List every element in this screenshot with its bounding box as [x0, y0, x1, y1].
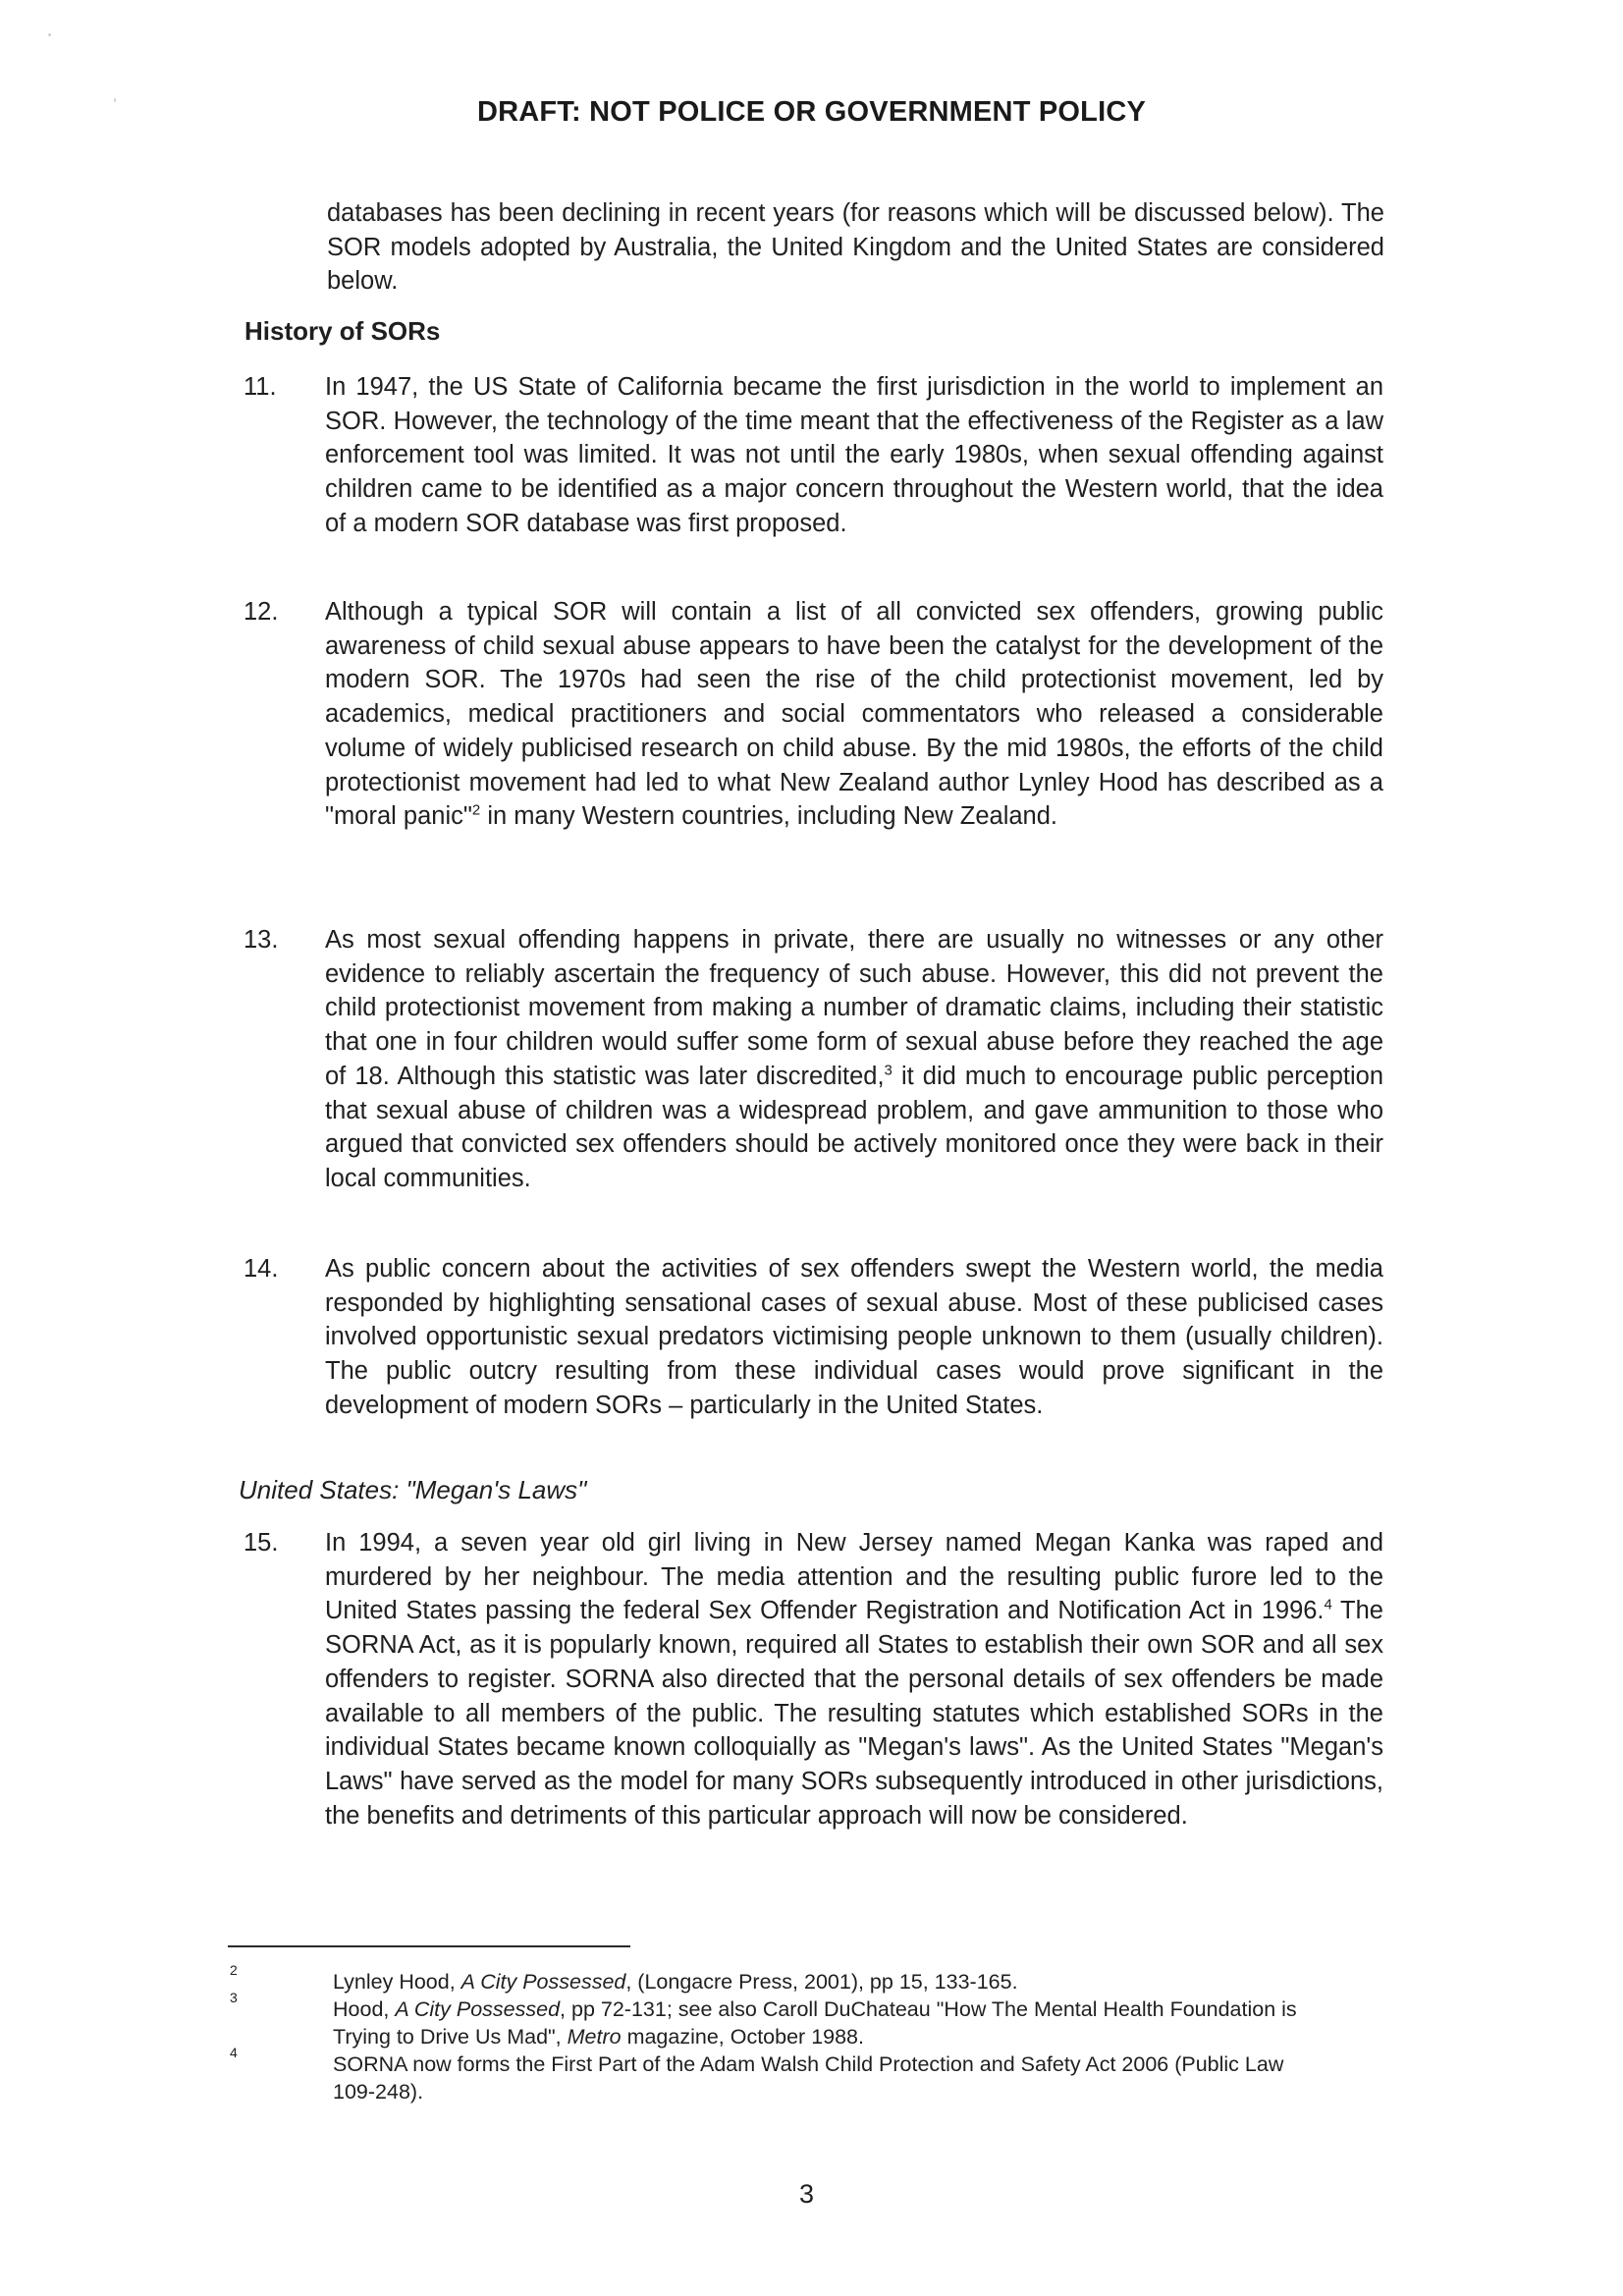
footnote-number: 2 [230, 1962, 238, 1978]
section-heading-history: History of SORs [244, 316, 441, 346]
footnote-text-part: Lynley Hood, [333, 1970, 461, 1994]
footnote-ref-2[interactable]: 2 [471, 801, 481, 819]
footnote-number: 3 [230, 1990, 238, 2005]
footnote-number: 4 [230, 2045, 238, 2060]
footnote-text-part: , (Longacre Press, 2001), pp 15, 133-165. [625, 1970, 1018, 1994]
paragraph-text [325, 595, 1383, 834]
paragraph-text: In 1947, the US State of California became the first jurisdiction in the world to implement an SOR. However, the technology of the time meant that the effectiveness of the Register as a law enforcement tool was limited. It was not until the early 1980s, when sexual offending against children came to be identified as a major concern throughout the Western world, that the idea of a modern SOR database was first proposed. [325, 373, 1383, 537]
paragraph-text [325, 923, 1383, 1196]
footnote-ref-3[interactable]: 3 [884, 1062, 893, 1079]
paragraph-number: 11. [243, 373, 277, 401]
section-heading-megans-laws: United States: "Megan's Laws" [239, 1475, 587, 1504]
paragraph-text-part: it did much to encourage public perception that sexual abuse of children was a widespread problem, and gave ammunition to those who argued that convicted sex offenders should be actively monitored once they were back in their local communities. [325, 1062, 1383, 1192]
paragraph-text: As public concern about the activities of sex offenders swept the Western world, the media responded by highlighting sensational cases of sexual abuse. Most of these publicised cases involved opportunistic sexual predators victimising people unknown to them (usually children). The public outcry resulting from these individual cases would prove significant in the development of modern SORs – particularly in the United States. [325, 1255, 1383, 1419]
book-title: A City Possessed [460, 1970, 626, 1994]
footnote-text-part: magazine, October 1988. [621, 2025, 864, 2049]
paragraph-text-part: in many Western countries, including New Zealand. [480, 802, 1057, 831]
footnote-text-part: , pp 72-131; see also Caroll DuChateau "How The Mental Health Foundation is Trying to Drive Us Mad", [333, 1997, 1297, 2049]
scan-artifact [48, 33, 51, 36]
footnote-text [333, 1995, 1305, 2050]
page-number: 3 [798, 2179, 815, 2209]
paragraph-number: 13. [243, 926, 279, 954]
footnote-ref-4[interactable]: 4 [1324, 1596, 1332, 1613]
magazine-title: Metro [567, 2025, 622, 2049]
paragraph-number: 15. [243, 1529, 279, 1557]
intro-paragraph: databases has been declining in recent years (for reasons which will be discussed below). The SOR models adopted by Australia, the United Kingdom and the United States are considered below. [327, 199, 1384, 296]
draft-header: DRAFT: NOT POLICE OR GOVERNMENT POLICY [476, 96, 1147, 128]
paragraph-number: 14. [243, 1255, 279, 1283]
paragraph-number: 12. [243, 598, 279, 626]
footnote-text: SORNA now forms the First Part of the Adam Walsh Child Protection and Safety Act 2006 (Public Law 109-248). [333, 2052, 1284, 2104]
paragraph-text-part: The SORNA Act, as it is popularly known, required all States to establish their own SOR and all sex offenders to register. SORNA also directed that the personal details of sex offenders be made available to all members of the public. The resulting statutes which established SORs in the individual States became known colloquially as "Megan's laws". As the United States "Megan's Laws" have served as the model for many SORs subsequently introduced in other jurisdictions, the benefits and detriments of this particular approach will now be considered. [325, 1597, 1383, 1830]
paragraph-text-part: Although a typical SOR will contain a list of all convicted sex offenders, growing public awareness of child sexual abuse appears to have been the catalyst for the development of the modern SOR. The 1970s had seen the rise of the child protectionist movement, led by academics, medical practitioners and social commentators who released a considerable volume of widely publicised research on child abuse. By the mid 1980s, the efforts of the child protectionist movement had led to what New Zealand author Lynley Hood has described as a "moral panic" [325, 598, 1383, 831]
paragraph-text-part: In 1994, a seven year old girl living in New Jersey named Megan Kanka was raped and murdered by her neighbour. The media attention and the resulting public furore led to the United States passing the federal Sex Offender Registration and Notification Act in 1996. [325, 1529, 1383, 1625]
footnote-text [333, 1968, 1305, 1995]
footnote-separator [228, 1945, 630, 1947]
book-title: A City Possessed [395, 1997, 561, 2021]
paragraph-text-part: As most sexual offending happens in private, there are usually no witnesses or any other evidence to reliably ascertain the frequency of such abuse. However, this did not prevent the child protectionist movement from making a number of dramatic claims, including their statistic that one in four children would suffer some form of sexual abuse before they reached the age of 18. Although this statistic was later discredited, [325, 926, 1383, 1090]
paragraph-text [325, 1526, 1383, 1832]
footnote-text-part: Hood, [333, 1997, 396, 2021]
